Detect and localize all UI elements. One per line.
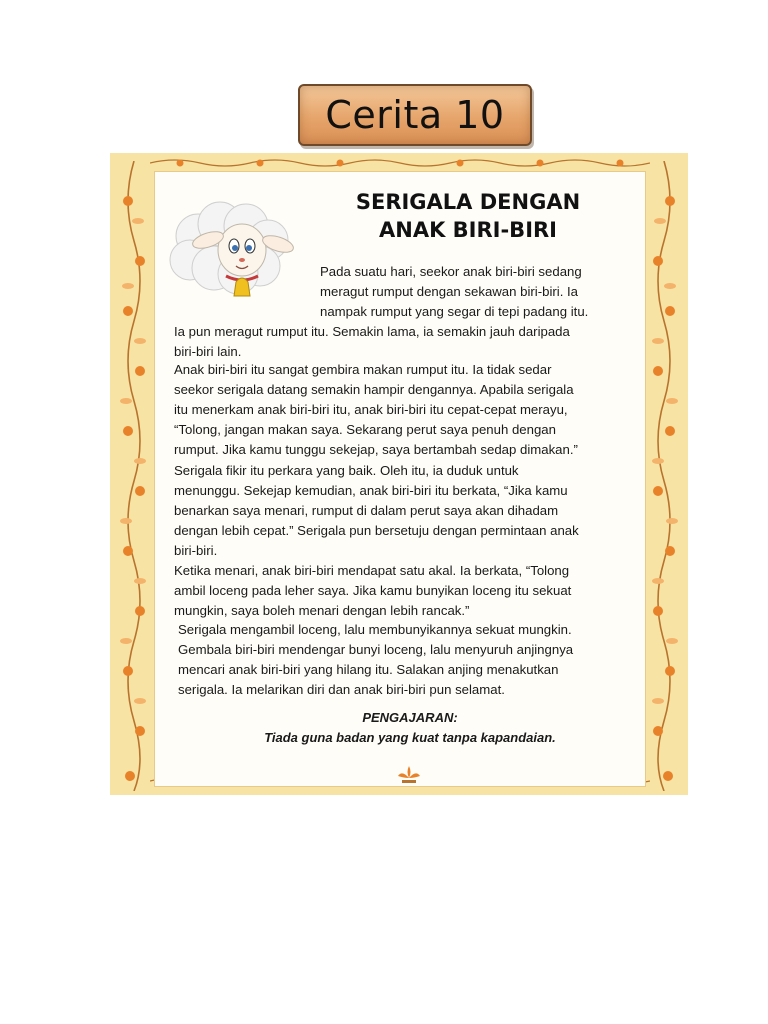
paragraph-2 [174, 360, 578, 460]
text-line: benarkan saya menari, rumput di dalam perut saya akan dihadam [174, 503, 559, 518]
title-badge [298, 84, 532, 146]
text-line: Serigala mengambil loceng, lalu membunyikannya sekuat mungkin. [178, 622, 572, 637]
paragraph-5 [178, 620, 573, 700]
text-line: biri-biri lain. [174, 344, 242, 359]
moral-section [190, 708, 630, 748]
text-line: Anak biri-biri itu sangat gembira makan rumput itu. Ia tidak sedar [174, 362, 552, 377]
text-line: ambil loceng pada leher saya. Jika kamu bunyikan loceng itu sekuat [174, 583, 572, 598]
text-line: biri-biri. [174, 543, 218, 558]
badge-label: Cerita 10 [325, 93, 505, 137]
text-line: itu menerkam anak biri-biri itu, anak biri-biri itu cepat-cepat merayu, [174, 402, 568, 417]
text-line: mungkin, saya boleh menari dengan lebih rancak.” [174, 603, 470, 618]
text-line: Pada suatu hari, seekor anak biri-biri sedang [320, 264, 582, 279]
text-line: rumput. Jika kamu tunggu sekejap, saya bertambah sedap dimakan.” [174, 442, 578, 457]
story-title [318, 188, 618, 244]
paragraph-1 [174, 262, 634, 362]
text-line: Serigala fikir itu perkara yang baik. Oleh itu, ia duduk untuk [174, 463, 519, 478]
story-title-line-1: SERIGALA DENGAN [355, 190, 581, 214]
story-title-line-2: ANAK BIRI-BIRI [379, 218, 557, 242]
text-line: nampak rumput yang segar di tepi padang itu. [320, 304, 589, 319]
left-floral-border-icon [114, 161, 154, 791]
text-line: dengan lebih cepat.” Serigala pun bersetuju dengan permintaan anak [174, 523, 579, 538]
ornament-icon [396, 764, 422, 786]
text-line: meragut rumput dengan sekawan biri-biri. Ia [320, 284, 579, 299]
text-line: Gembala biri-biri mendengar bunyi loceng, lalu menyuruh anjingnya [178, 642, 574, 657]
text-line: serigala. Ia melarikan diri dan anak biri-biri pun selamat. [178, 682, 505, 697]
text-line: “Tolong, jangan makan saya. Sekarang perut saya penuh dengan [174, 422, 556, 437]
text-line: Ia pun meragut rumput itu. Semakin lama, ia semakin jauh daripada [174, 324, 570, 339]
text-line: Ketika menari, anak biri-biri mendapat satu akal. Ia berkata, “Tolong [174, 563, 570, 578]
text-line: menunggu. Sekejap kemudian, anak biri-biri itu berkata, “Jika kamu [174, 483, 568, 498]
paragraph-3 [174, 461, 579, 561]
paragraph-4 [174, 561, 571, 621]
right-floral-border-icon [644, 161, 684, 791]
moral-heading: PENGAJARAN: [362, 710, 458, 725]
top-floral-border-icon [150, 155, 650, 171]
moral-text: Tiada guna badan yang kuat tanpa kapandaian. [264, 730, 556, 745]
text-line: seekor serigala datang semakin hampir dengannya. Apabila serigala [174, 382, 574, 397]
text-line: mencari anak biri-biri yang hilang itu. Salakan anjing menakutkan [178, 662, 559, 677]
